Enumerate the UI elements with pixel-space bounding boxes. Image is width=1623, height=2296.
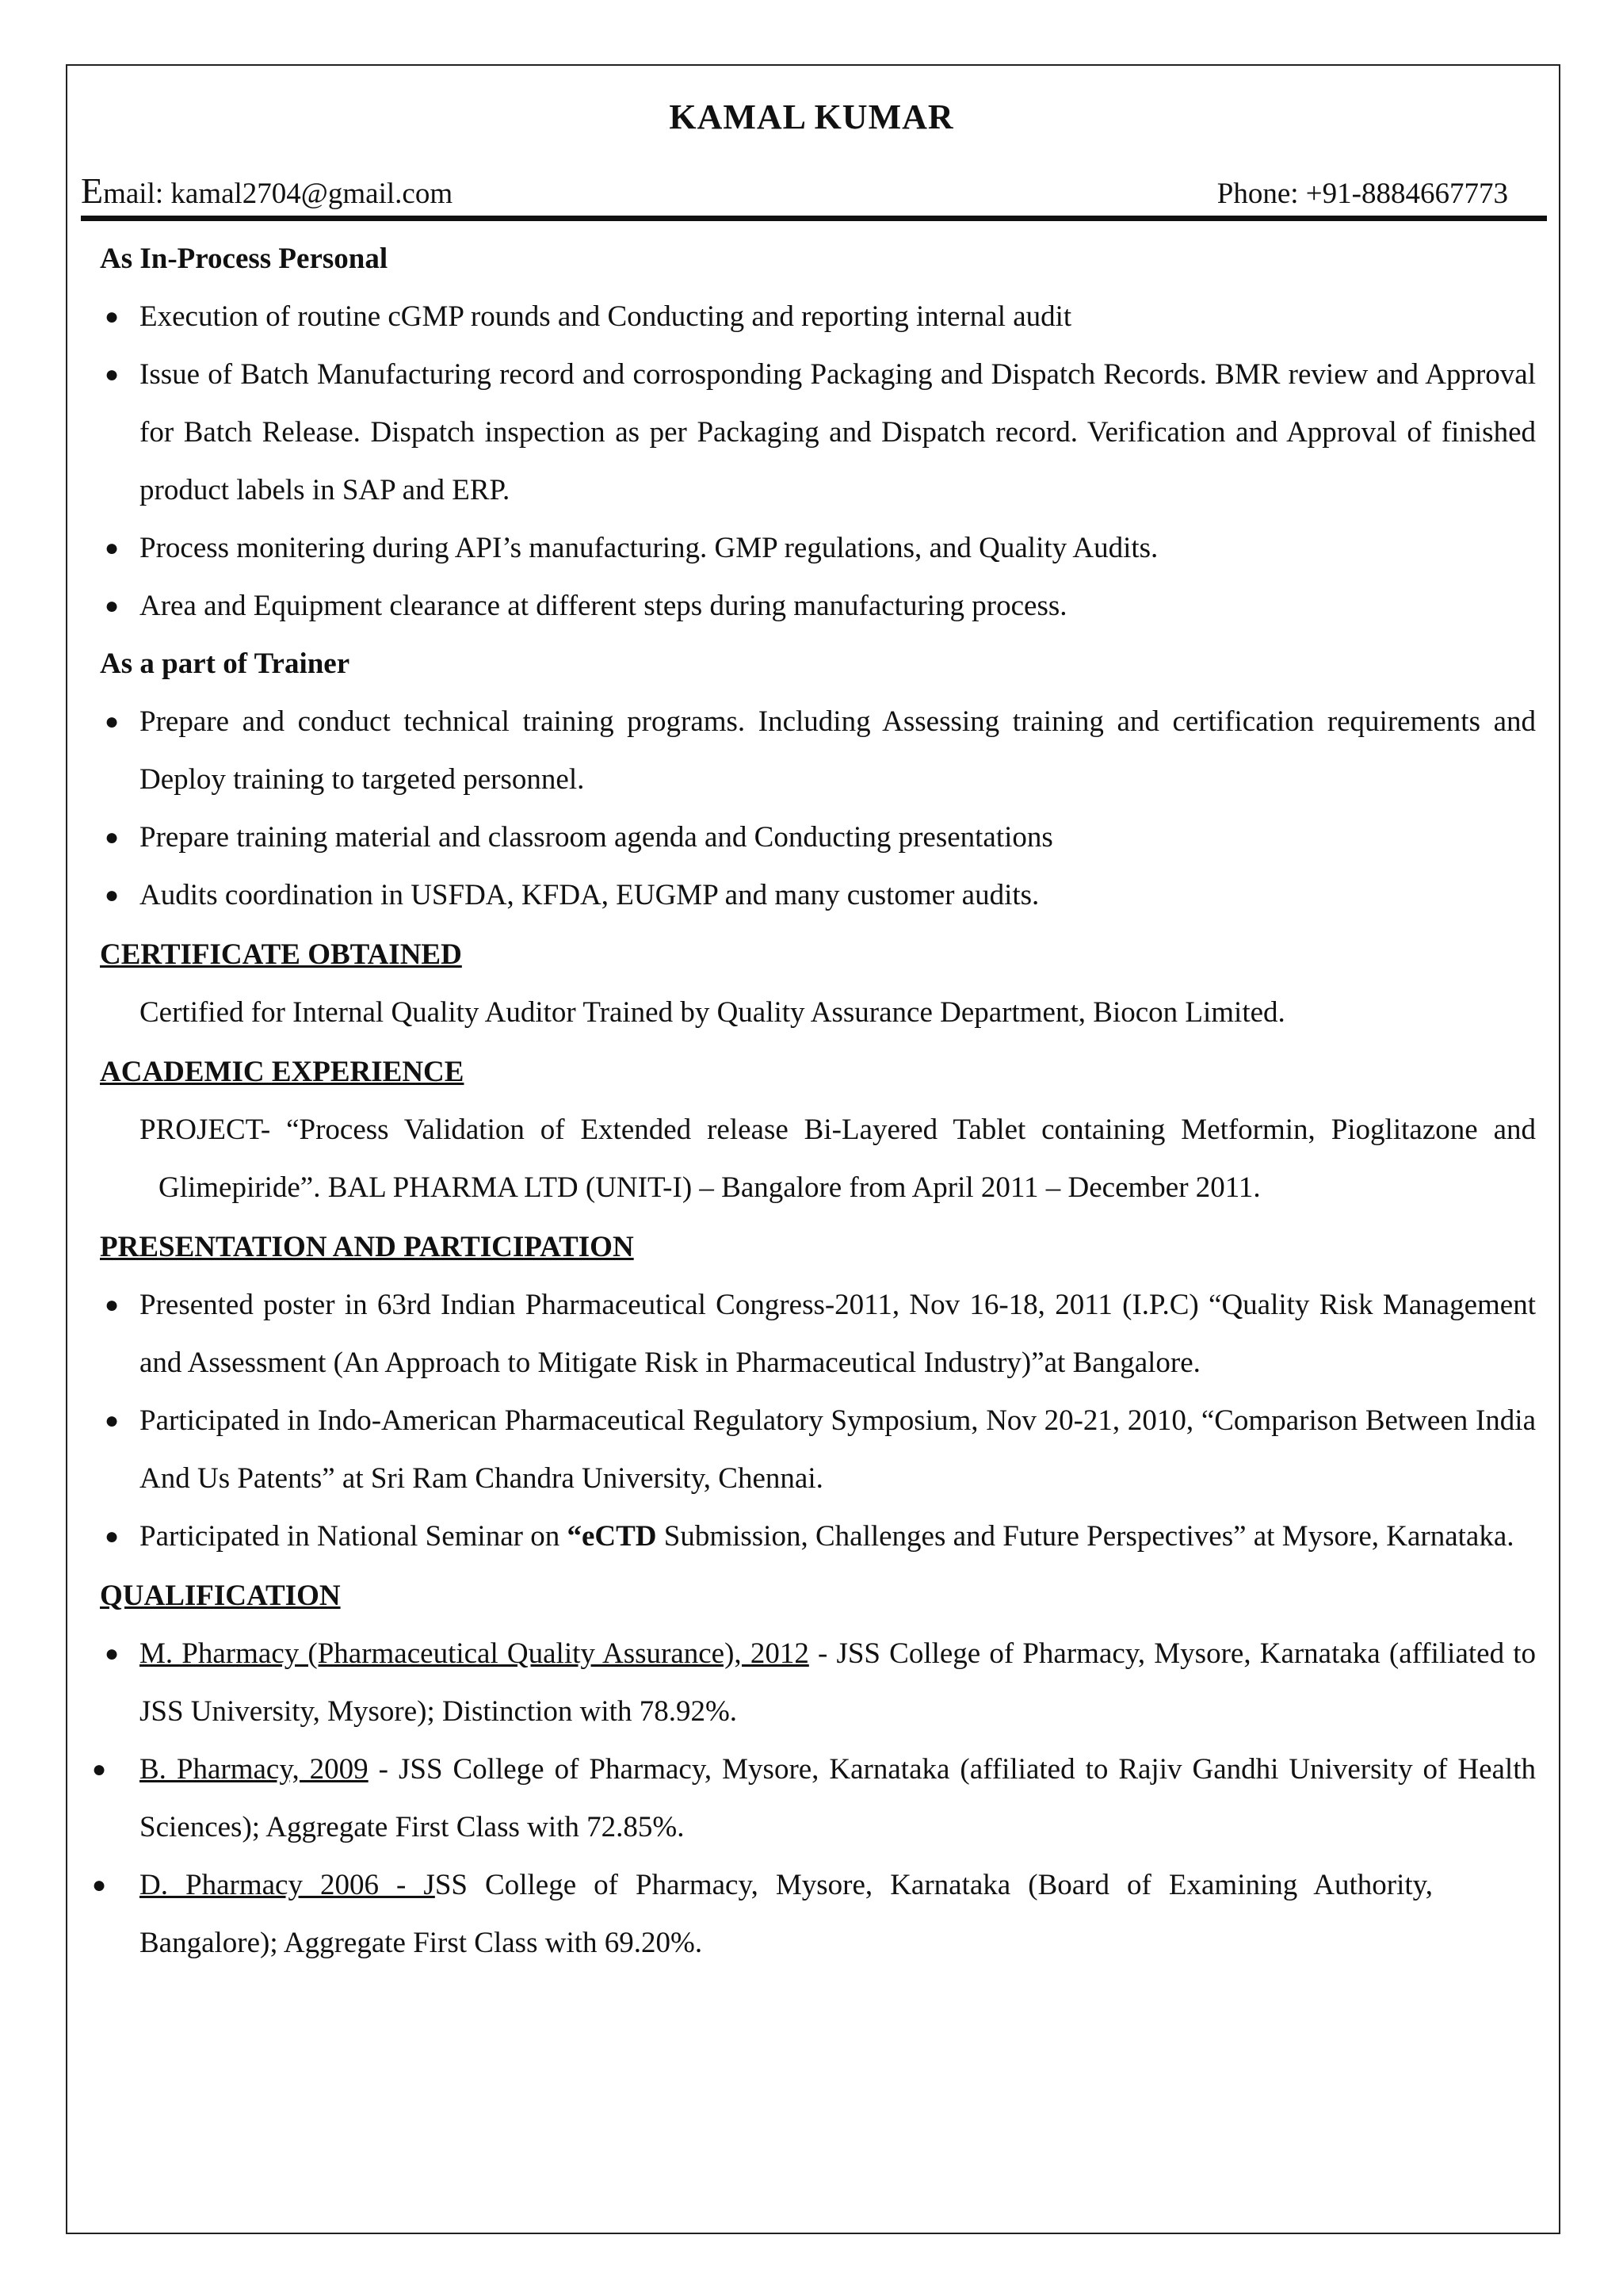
- email-initial: E: [81, 170, 104, 211]
- resume-body: [92, 230, 1536, 1972]
- email-text: mail: kamal2704@gmail.com: [103, 178, 453, 210]
- bullet-icon: ●: [105, 882, 120, 908]
- contact-row: [81, 170, 1508, 212]
- certificate-text: Certified for Internal Quality Auditor Trained by Quality Assurance Department, Biocon Limited.: [139, 996, 1285, 1029]
- list-item: ● Issue of Batch Manufacturing record and corrosponding Packaging and Dispatch Records. BMR review and Approval for Batch Release. Dispatch inspection as per Packaging and Dispatch record. Verification and Approval of finished product labels in SAP and ERP.: [100, 346, 1536, 519]
- academic-project-text: PROJECT- “Process Validation of Extended release Bi-Layered Tablet containing Metformin, Pioglitazone and Glimepiride”. BAL PHARMA LTD (UNIT-I) – Bangalore from April 2011 – December 2011.: [139, 1114, 1536, 1204]
- qualification-heading: QUALIFICATION: [100, 1580, 341, 1612]
- qualification-list: [100, 1625, 1536, 1740]
- in-process-heading: As In-Process Personal: [100, 243, 388, 275]
- bullet-icon: ●: [105, 1292, 120, 1318]
- list-item: ● Area and Equipment clearance at different steps during manufacturing process.: [100, 577, 1536, 635]
- presentation-list: [100, 1276, 1536, 1565]
- list-item: ● Participated in National Seminar on “eCTD Submission, Challenges and Future Perspectives” at Mysore, Karnataka.: [100, 1507, 1536, 1565]
- presentation-heading: PRESENTATION AND PARTICIPATION: [100, 1231, 634, 1263]
- list-item: ● B. Pharmacy, 2009 - JSS College of Pharmacy, Mysore, Karnataka (affiliated to Rajiv Gandhi University of Health Sciences); Aggregate First Class with 72.85%.: [100, 1740, 1536, 1856]
- trainer-list: [100, 693, 1536, 924]
- list-item: ● Participated in Indo-American Pharmaceutical Regulatory Symposium, Nov 20-21, 2010, “Comparison Between India And Us Patents” at Sri Ram Chandra University, Chennai.: [100, 1392, 1536, 1507]
- bullet-icon: ●: [105, 1523, 120, 1549]
- list-item: ● Prepare and conduct technical training programs. Including Assessing training and certification requirements and Deploy training to targeted personnel.: [100, 693, 1536, 808]
- list-item: ● Process monitering during API’s manufacturing. GMP regulations, and Quality Audits.: [100, 519, 1536, 577]
- bullet-icon: ●: [105, 824, 120, 850]
- bullet-icon: ●: [105, 1408, 120, 1434]
- list-item: ● Prepare training material and classroom agenda and Conducting presentations: [100, 808, 1536, 866]
- trainer-heading: As a part of Trainer: [100, 648, 350, 680]
- bullet-icon: ●: [105, 535, 120, 561]
- list-item: ● Audits coordination in USFDA, KFDA, EUGMP and many customer audits.: [100, 866, 1536, 924]
- bullet-icon: ●: [105, 593, 120, 619]
- bullet-icon: ●: [105, 361, 120, 388]
- degree-name: M. Pharmacy (Pharmaceutical Quality Assurance), 2012: [139, 1637, 809, 1670]
- in-process-list: [100, 288, 1536, 635]
- degree-name: B. Pharmacy, 2009: [139, 1753, 369, 1786]
- list-item: ● M. Pharmacy (Pharmaceutical Quality Assurance), 2012 - JSS College of Pharmacy, Mysore, Karnataka (affiliated to JSS University, Mysore); Distinction with 78.92%.: [100, 1625, 1536, 1740]
- candidate-name: KAMAL KUMAR: [669, 97, 954, 136]
- list-item: ● D. Pharmacy 2006 - JSS College of Pharmacy, Mysore, Karnataka (Board of Examining Authority, Bangalore); Aggregate First Class with 69.20%.: [100, 1856, 1536, 1972]
- degree-name: D. Pharmacy 2006 - J: [139, 1869, 435, 1901]
- certificate-heading: CERTIFICATE OBTAINED: [100, 938, 462, 971]
- phone-text: Phone: +91-8884667773: [1216, 178, 1508, 210]
- qualification-list-continued: [92, 1740, 1536, 1972]
- list-item: ● Execution of routine cGMP rounds and Conducting and reporting internal audit: [100, 288, 1536, 346]
- academic-heading: ACADEMIC EXPERIENCE: [100, 1056, 464, 1088]
- bullet-icon: ●: [105, 304, 120, 330]
- bullet-icon: ●: [92, 1872, 107, 1898]
- bullet-icon: ●: [105, 709, 120, 735]
- header-divider: [81, 216, 1547, 221]
- bullet-icon: ●: [92, 1756, 107, 1782]
- list-item: ● Presented poster in 63rd Indian Pharmaceutical Congress-2011, Nov 16-18, 2011 (I.P.C) “Quality Risk Management and Assessment (An Approach to Mitigate Risk in Pharmaceutical Industry)”at Bangalore.: [100, 1276, 1536, 1392]
- bullet-icon: ●: [105, 1641, 120, 1667]
- email-line: [81, 170, 453, 212]
